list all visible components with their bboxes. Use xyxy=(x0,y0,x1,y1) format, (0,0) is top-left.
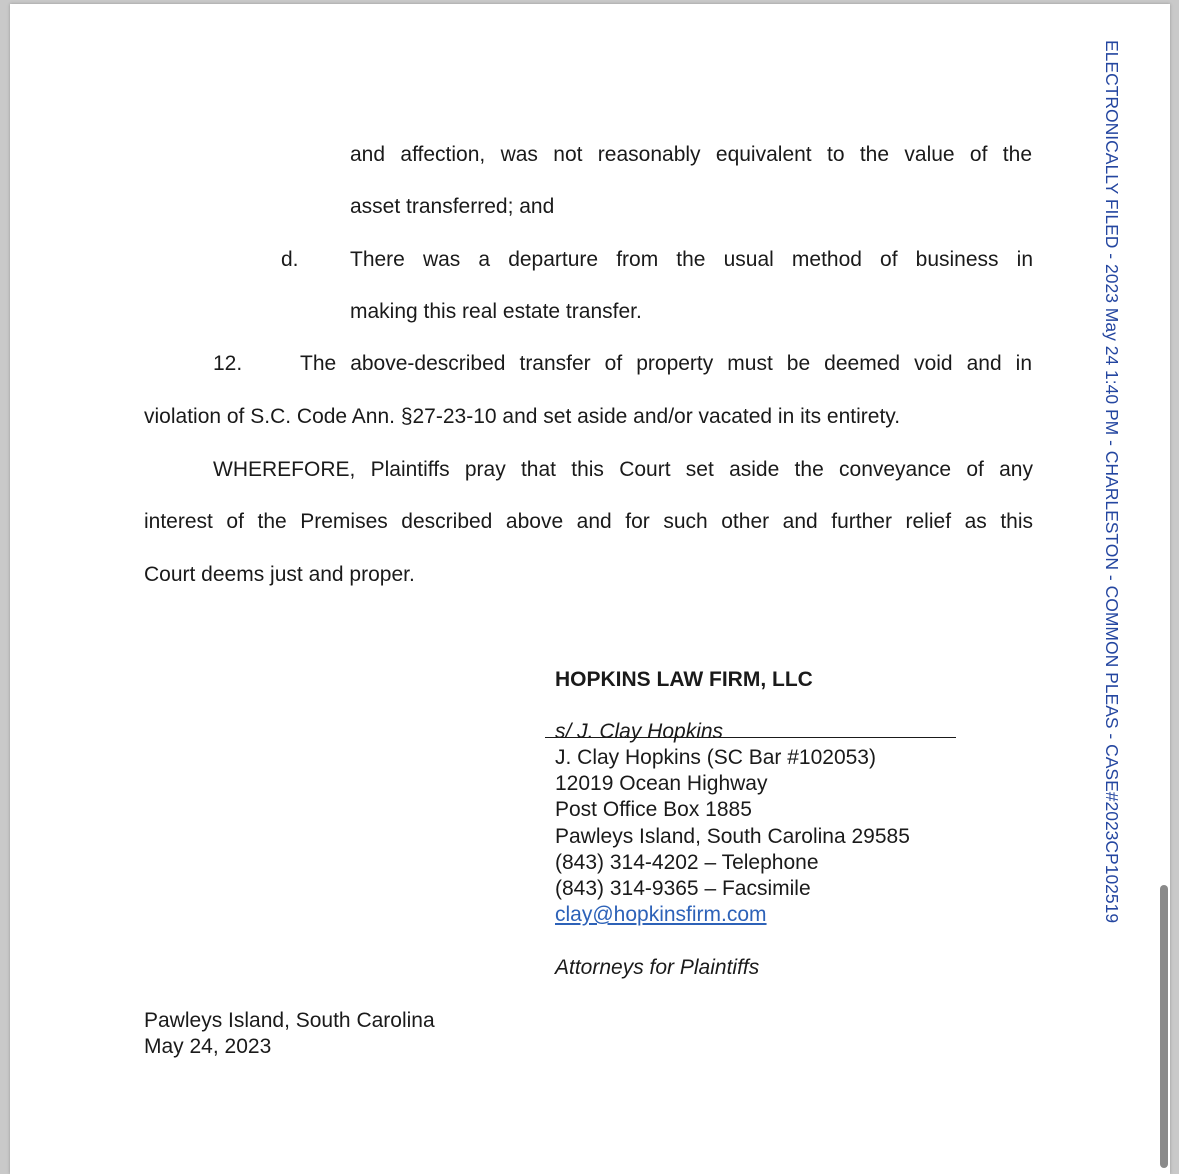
footer-place: Pawleys Island, South Carolina xyxy=(144,1009,435,1032)
electronic-filing-stamp: ELECTRONICALLY FILED - 2023 May 24 1:40 PM - CHARLESTON - COMMON PLEAS - CASE#2023CP102519 xyxy=(1102,40,1122,924)
document-page xyxy=(10,4,1170,1174)
item-d-line-2: making this real estate transfer. xyxy=(350,300,642,323)
item-d-marker: d. xyxy=(281,248,299,271)
address-line-1: 12019 Ocean Highway xyxy=(555,772,768,795)
telephone: (843) 314-4202 – Telephone xyxy=(555,851,819,874)
paragraph-12-line-2: violation of S.C. Code Ann. §27-23-10 and set aside and/or vacated in its entirety. xyxy=(144,405,901,428)
item-c-line-2: asset transferred; and xyxy=(350,195,555,218)
signature-line xyxy=(545,737,956,738)
facsimile: (843) 314-9365 – Facsimile xyxy=(555,877,811,900)
wherefore-line-2: interest of the Premises described above and for such other and further relief as this xyxy=(144,510,1033,533)
email-link[interactable]: clay@hopkinsfirm.com xyxy=(555,903,767,926)
firm-name: HOPKINS LAW FIRM, LLC xyxy=(555,668,813,691)
paragraph-12-number: 12. xyxy=(213,352,243,375)
vertical-scrollbar[interactable] xyxy=(1160,885,1168,1168)
attorneys-role: Attorneys for Plaintiffs xyxy=(555,956,760,979)
address-city-state: Pawleys Island, South Carolina 29585 xyxy=(555,825,910,848)
signature: s/ J. Clay Hopkins xyxy=(555,720,724,743)
attorney-name-bar: J. Clay Hopkins (SC Bar #102053) xyxy=(555,746,876,769)
wherefore-line-3: Court deems just and proper. xyxy=(144,563,415,586)
address-line-2: Post Office Box 1885 xyxy=(555,798,752,821)
footer-date: May 24, 2023 xyxy=(144,1035,272,1058)
item-c-line-1: and affection, was not reasonably equivalent to the value of the xyxy=(350,143,1032,166)
item-d-line-1: There was a departure from the usual method of business in xyxy=(350,248,1033,271)
wherefore-line-1: WHEREFORE, Plaintiffs pray that this Court set aside the conveyance of any xyxy=(213,458,1033,481)
paragraph-12-line-1: The above-described transfer of property must be deemed void and in xyxy=(300,352,1032,375)
